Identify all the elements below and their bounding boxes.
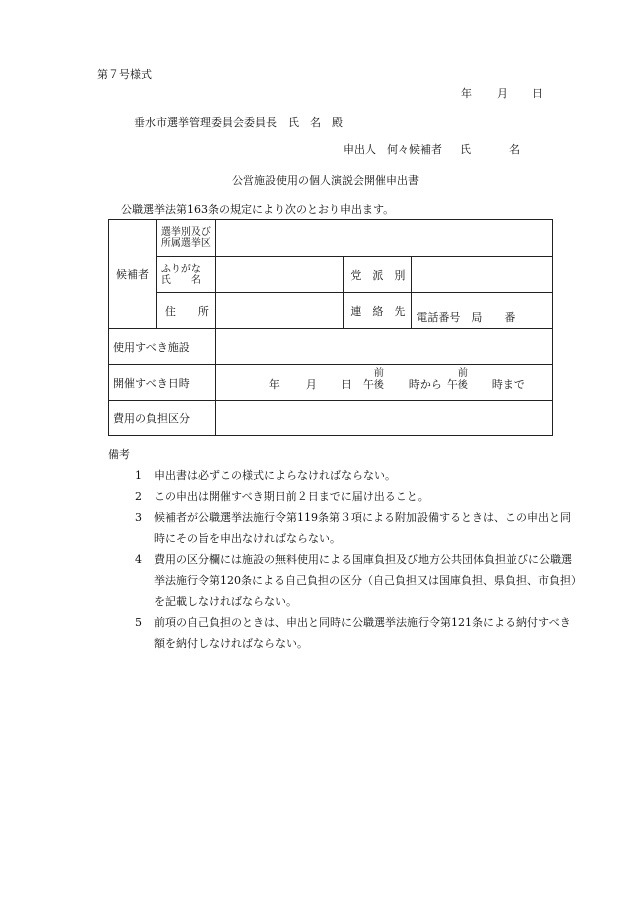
applicant-label: 申出人 何々候補者 [343, 143, 442, 156]
table-row-name [109, 257, 553, 293]
furigana-label: ふりがな [160, 263, 201, 275]
form-number: 第７号様式 [97, 68, 152, 81]
datetime-label: 開催すべき日時 [109, 365, 216, 401]
notes-heading: 備考 [108, 448, 130, 461]
address-label: 住 所 [156, 293, 215, 329]
dt-zen-2: 前 [457, 367, 468, 379]
phone-text: 電話番号 局 番 [416, 311, 516, 324]
dt-day: 日 [340, 377, 352, 391]
dt-until: 時まで [491, 377, 525, 391]
dt-ato-2: 後 [457, 379, 468, 391]
note-text: 前項の自己負担のときは、申出と同時に公職選挙法施行令第121条による納付すべき額を納付しなければならない。 [154, 616, 571, 650]
facility-label: 使用すべき施設 [109, 329, 216, 365]
note-text: この申出は開催すべき期日前２日までに届け出ること。 [154, 490, 429, 503]
notes-section [108, 444, 578, 654]
date-month-label: 月 [497, 87, 508, 100]
note-number: 4 [135, 553, 142, 566]
party-label: 党 派 別 [344, 257, 412, 293]
datetime-fields [216, 366, 552, 400]
name-value[interactable] [215, 257, 344, 293]
note-number: 2 [135, 490, 142, 503]
dt-go-2: 午 [446, 377, 458, 391]
cost-label: 費用の負担区分 [109, 401, 216, 436]
note-item [108, 507, 578, 549]
table-row-cost [109, 401, 553, 436]
election-value[interactable] [215, 220, 552, 257]
name-label-cell [156, 257, 215, 293]
addressee: 垂水市選挙管理委員会委員長 氏 名 殿 [134, 116, 343, 129]
candidate-label: 候補者 [109, 220, 157, 329]
applicant-shi: 氏 [460, 143, 471, 156]
table-row-address [109, 293, 553, 329]
dt-ampm-2 [458, 368, 468, 392]
date-year-label: 年 [461, 87, 472, 100]
note-number: 5 [135, 616, 142, 629]
note-item [108, 549, 578, 612]
application-table [108, 219, 553, 436]
note-text: 費用の区分欄には施設の無料使用による国庫負担及び地方公共団体負担並びに公職選挙法施行令第120条による自己負担の区分（自己負担又は国庫負担、県負担、市負担）を記載しなければならない。 [154, 553, 577, 608]
table-row-election [109, 220, 553, 257]
dt-go-1: 午 [362, 377, 374, 391]
cost-value[interactable] [215, 401, 552, 436]
dt-from: 時から [408, 377, 442, 391]
election-label-line2: 所属選挙区 [160, 238, 211, 249]
dt-year: 年 [268, 377, 280, 391]
table-row-datetime [109, 365, 553, 401]
dt-ampm-1 [374, 368, 384, 392]
intro-text: 公職選挙法第163条の規定により次のとおり申出ます。 [121, 203, 395, 216]
phone-cell[interactable] [412, 293, 553, 329]
dt-ato-1: 後 [373, 379, 384, 391]
note-text: 申出書は必ずこの様式によらなければならない。 [154, 469, 396, 482]
applicant-mei: 名 [509, 143, 520, 156]
note-item [108, 465, 578, 486]
note-item [108, 612, 578, 654]
dt-month: 月 [305, 377, 317, 391]
party-value[interactable] [412, 257, 553, 293]
table-row-facility [109, 329, 553, 365]
facility-value[interactable] [215, 329, 552, 365]
date-day-label: 日 [532, 87, 543, 100]
contact-label: 連 絡 先 [344, 293, 412, 329]
election-label-cell [156, 220, 215, 257]
note-number: 3 [135, 511, 142, 524]
note-text: 候補者が公職選挙法施行令第119条第３項による附加設備するときは、この申出と同時にその旨を申出なければならない。 [154, 511, 571, 545]
document-title: 公営施設使用の個人演説会開催申出書 [232, 174, 419, 187]
note-number: 1 [135, 469, 142, 482]
datetime-value[interactable] [215, 365, 552, 401]
note-item [108, 486, 578, 507]
dt-zen-1: 前 [373, 367, 384, 379]
address-value[interactable] [215, 293, 344, 329]
election-label-line1: 選挙別及び [160, 227, 211, 238]
name-label: 氏 名 [160, 274, 201, 286]
